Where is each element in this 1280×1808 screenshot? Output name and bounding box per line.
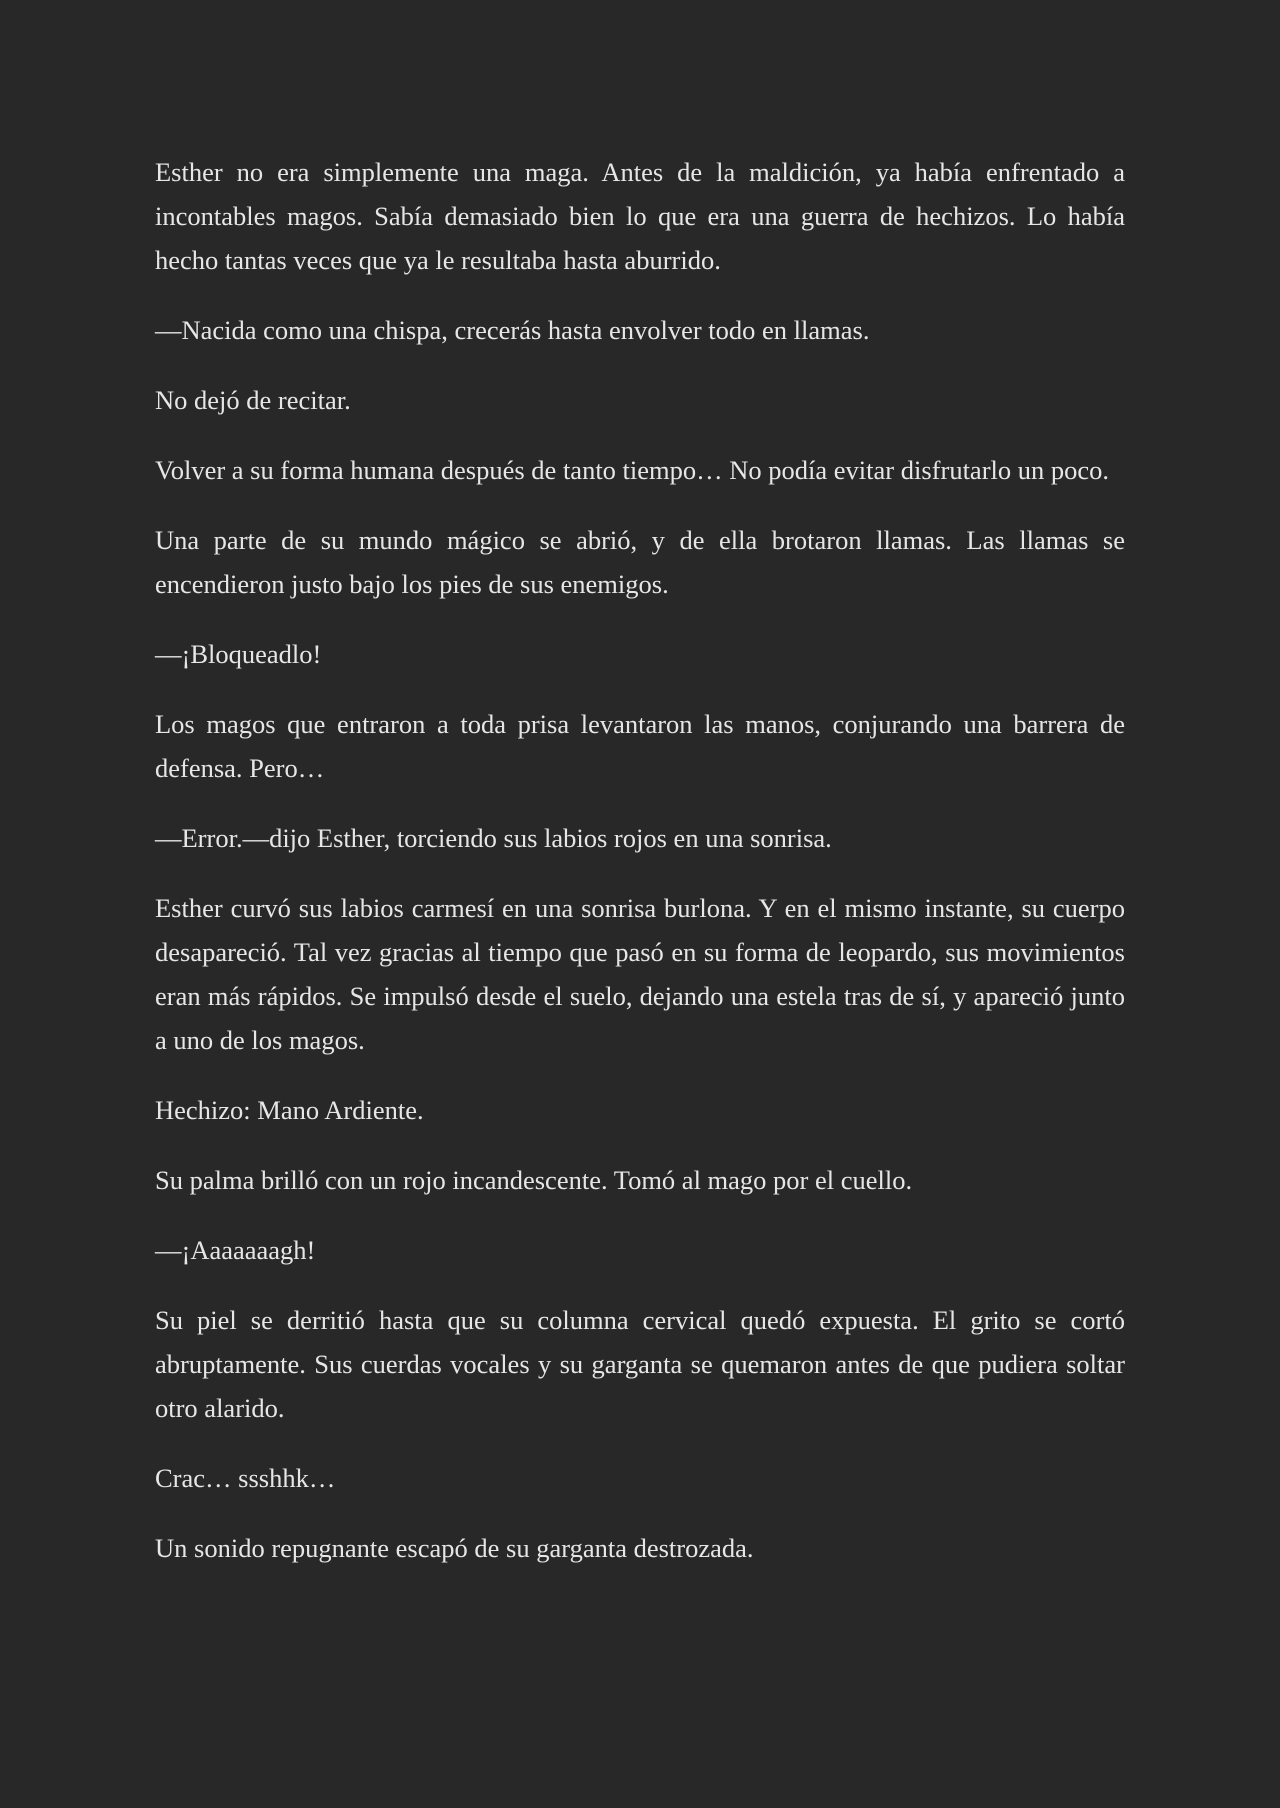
paragraph: Esther curvó sus labios carmesí en una sonrisa burlona. Y en el mismo instante, su cuerpo desapareció. Tal vez gracias al tiempo que pasó en su forma de leopardo, sus movimientos eran más rápidos. Se impulsó desde el suelo, dejando una estela tras de sí, y apareció junto a uno de los magos. bbox=[155, 893, 1125, 1055]
paragraph: —Error.—dijo Esther, torciendo sus labios rojos en una sonrisa. bbox=[155, 823, 832, 853]
paragraph: Esther no era simplemente una maga. Antes de la maldición, ya había enfrentado a incontables magos. Sabía demasiado bien lo que era una guerra de hechizos. Lo había hecho tantas veces que ya le resultaba hasta aburrido. bbox=[155, 157, 1125, 275]
paragraph: No dejó de recitar. bbox=[155, 385, 351, 415]
paragraph: —Nacida como una chispa, crecerás hasta envolver todo en llamas. bbox=[155, 315, 870, 345]
paragraph: Una parte de su mundo mágico se abrió, y de ella brotaron llamas. Las llamas se encendieron justo bajo los pies de sus enemigos. bbox=[155, 525, 1125, 599]
paragraph: Un sonido repugnante escapó de su garganta destrozada. bbox=[155, 1533, 754, 1563]
paragraph: Su palma brilló con un rojo incandescente. Tomó al mago por el cuello. bbox=[155, 1165, 913, 1195]
paragraph: Los magos que entraron a toda prisa levantaron las manos, conjurando una barrera de defensa. Pero… bbox=[155, 709, 1125, 783]
paragraph: Hechizo: Mano Ardiente. bbox=[155, 1095, 424, 1125]
paragraph: Crac… ssshhk… bbox=[155, 1463, 336, 1493]
paragraph: Volver a su forma humana después de tanto tiempo… No podía evitar disfrutarlo un poco. bbox=[155, 455, 1110, 485]
paragraph: —¡Bloqueadlo! bbox=[155, 639, 322, 669]
chapter-text bbox=[155, 150, 1125, 1570]
paragraph: Su piel se derritió hasta que su columna cervical quedó expuesta. El grito se cortó abruptamente. Sus cuerdas vocales y su garganta se quemaron antes de que pudiera soltar otro alarido. bbox=[155, 1305, 1125, 1423]
paragraph: —¡Aaaaaaagh! bbox=[155, 1235, 316, 1265]
